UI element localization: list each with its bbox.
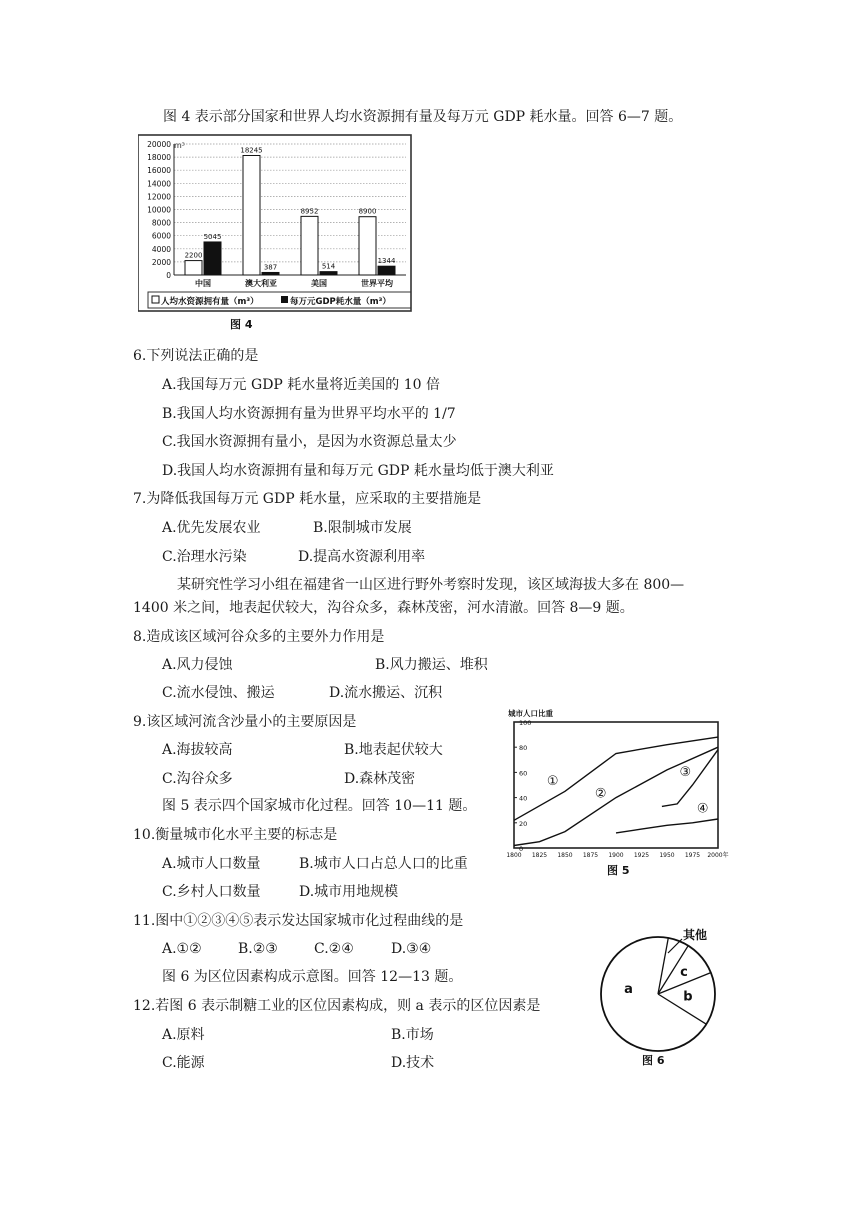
figure-4-bar-water xyxy=(301,216,318,275)
q6-option-b: B.我国人均水资源拥有量为世界平均水平的 1/7 xyxy=(162,406,456,422)
q7-stem: 7.为降低我国每万元 GDP 耗水量，应采取的主要措施是 xyxy=(133,491,482,507)
figure-4-category-label: 澳大利亚 xyxy=(245,279,277,288)
q10-option-d: D.城市用地规模 xyxy=(299,884,399,900)
q11-stem: 11.图中①②③④⑤表示发达国家城市化过程曲线的是 xyxy=(133,913,464,929)
figure-6-label-c: c xyxy=(680,965,688,981)
figure-5-curve-4 xyxy=(616,819,718,833)
figure-5-ylabel: 城市人口比重 xyxy=(508,709,553,718)
figure-4-ytick: 16000 xyxy=(147,166,171,176)
figure-4-ytick: 0 xyxy=(166,271,171,280)
q10-option-a: A.城市人口数量 xyxy=(162,856,261,872)
q6-option-a: A.我国每万元 GDP 耗水量将近美国的 10 倍 xyxy=(162,377,441,393)
figure-5-ytick: 60 xyxy=(519,769,528,778)
figure-4-ytick: 10000 xyxy=(147,205,171,215)
figure-6-label-b: b xyxy=(683,989,693,1005)
figure-4 xyxy=(138,132,423,337)
figure-4-bar-water xyxy=(185,261,202,275)
figure-4-ytick: 8000 xyxy=(151,218,171,228)
q8-option-c: C.流水侵蚀、搬运 xyxy=(162,685,275,701)
figure-4-value-gdp: 387 xyxy=(263,263,278,272)
q8-stem: 8.造成该区域河谷众多的主要外力作用是 xyxy=(133,629,385,645)
figure-4-bar-gdp xyxy=(262,272,279,275)
figure-4-chart xyxy=(138,132,423,337)
figure-6-label-a: a xyxy=(624,981,633,997)
figure-5-xtick: 2000年 xyxy=(707,852,729,859)
figure-4-ytick: 4000 xyxy=(151,244,171,254)
q12-option-b: B.市场 xyxy=(391,1027,434,1043)
figure-4-bar-gdp xyxy=(320,272,337,275)
q9-option-b: B.地表起伏较大 xyxy=(344,742,443,758)
figure-5-caption: 图 5 xyxy=(607,864,630,877)
figure-4-value-water: 18245 xyxy=(240,146,263,155)
q7-option-d: D.提高水资源利用率 xyxy=(298,549,426,565)
intro-fig6: 图 6 为区位因素构成示意图。回答 12—13 题。 xyxy=(162,969,463,985)
figure-5-xtick: 1800 xyxy=(506,852,522,859)
legend-swatch-gdp xyxy=(281,296,288,303)
q12-option-a: A.原料 xyxy=(162,1027,205,1043)
q12-stem: 12.若图 6 表示制糖工业的区位因素构成，则 a 表示的区位因素是 xyxy=(133,998,541,1014)
q7-option-a: A.优先发展农业 xyxy=(162,520,261,536)
q8-option-a: A.风力侵蚀 xyxy=(162,657,233,673)
figure-4-value-gdp: 514 xyxy=(321,262,336,271)
figure-5-xtick: 1875 xyxy=(582,852,599,859)
figure-4-value-water: 8952 xyxy=(300,207,319,216)
figure-5 xyxy=(500,704,745,882)
q8-option-d: D.流水搬运、沉积 xyxy=(329,685,443,701)
figure-5-ytick: 40 xyxy=(519,794,528,803)
passage-8-9-line2: 1400 米之间，地表起伏较大，沟谷众多，森林茂密，河水清澈。回答 8—9 题。 xyxy=(133,600,634,616)
figure-4-caption: 图 4 xyxy=(230,318,253,331)
figure-6 xyxy=(600,922,735,1072)
q6-option-d: D.我国人均水资源拥有量和每万元 GDP 耗水量均低于澳大利亚 xyxy=(162,463,554,479)
q8-option-b: B.风力搬运、堆积 xyxy=(375,657,488,673)
figure-5-curve-label: ① xyxy=(546,774,559,789)
figure-4-value-water: 2200 xyxy=(184,251,203,260)
q11-option-d: D.③④ xyxy=(391,941,432,957)
figure-6-label-other: 其他 xyxy=(683,928,708,942)
q10-stem: 10.衡量城市化水平主要的标志是 xyxy=(133,827,338,843)
figure-5-xtick: 1950 xyxy=(659,852,675,859)
figure-4-category-label: 中国 xyxy=(195,279,211,288)
q11-option-c: C.②④ xyxy=(314,941,354,957)
intro-fig4: 图 4 表示部分国家和世界人均水资源拥有量及每万元 GDP 耗水量。回答 6—7 题。 xyxy=(163,109,683,125)
figure-4-category-label: 美国 xyxy=(311,279,327,288)
legend-label-gdp: 每万元GDP耗水量（m³） xyxy=(290,297,391,307)
figure-5-curve-label: ② xyxy=(594,786,607,802)
figure-4-ytick: 18000 xyxy=(147,153,171,163)
q12-option-c: C.能源 xyxy=(162,1055,205,1071)
passage-8-9-line1: 某研究性学习小组在福建省一山区进行野外考察时发现，该区域海拔大多在 800— xyxy=(177,577,685,593)
figure-4-bar-water xyxy=(359,217,376,275)
q11-option-b: B.②③ xyxy=(238,941,278,957)
figure-4-value-water: 8900 xyxy=(358,207,377,216)
figure-4-ytick: 6000 xyxy=(151,231,171,241)
figure-5-xtick: 1925 xyxy=(633,852,650,859)
q9-option-c: C.沟谷众多 xyxy=(162,771,233,787)
q6-stem: 6.下列说法正确的是 xyxy=(133,348,259,364)
figure-4-category-label: 世界平均 xyxy=(361,279,393,288)
figure-5-curve-2 xyxy=(514,747,718,845)
figure-5-xtick: 1900 xyxy=(608,852,624,859)
figure-4-ytick: 2000 xyxy=(151,257,171,267)
figure-5-curve-label: ④ xyxy=(696,801,709,817)
figure-4-bar-gdp xyxy=(204,242,221,275)
figure-4-unit: m³ xyxy=(174,141,185,150)
figure-5-xtick: 1975 xyxy=(684,852,701,859)
figure-4-value-gdp: 5045 xyxy=(203,232,222,241)
q7-option-c: C.治理水污染 xyxy=(162,549,247,565)
q7-option-b: B.限制城市发展 xyxy=(313,520,412,536)
q6-option-c: C.我国水资源拥有量小，是因为水资源总量太少 xyxy=(162,434,457,450)
q10-option-b: B.城市人口占总人口的比重 xyxy=(299,856,468,872)
figure-5-xtick: 1850 xyxy=(557,852,573,859)
q9-option-a: A.海拔较高 xyxy=(162,742,233,758)
q9-stem: 9.该区域河流含沙量小的主要原因是 xyxy=(133,714,357,730)
figure-5-xtick: 1825 xyxy=(531,852,548,859)
figure-5-frame xyxy=(514,722,718,848)
figure-5-ytick: 0 xyxy=(519,845,524,853)
figure-4-ytick: 12000 xyxy=(147,192,171,202)
figure-6-caption: 图 6 xyxy=(642,1054,665,1067)
legend-label-water: 人均水资源拥有量（m³） xyxy=(161,297,259,307)
legend-swatch-water xyxy=(152,296,159,303)
intro-fig5: 图 5 表示四个国家城市化过程。回答 10—11 题。 xyxy=(162,798,477,814)
q10-option-c: C.乡村人口数量 xyxy=(162,884,261,900)
figure-5-curve-label: ③ xyxy=(679,765,692,781)
figure-5-ytick: 100 xyxy=(519,719,532,727)
figure-5-ytick: 80 xyxy=(519,744,528,753)
figure-4-bar-gdp xyxy=(378,266,395,275)
q11-option-a: A.①② xyxy=(162,941,202,957)
figure-4-ytick: 20000 xyxy=(147,140,171,149)
figure-5-ytick: 20 xyxy=(519,819,528,828)
figure-5-chart xyxy=(500,704,745,882)
q12-option-d: D.技术 xyxy=(391,1055,435,1071)
figure-4-bar-water xyxy=(243,155,260,275)
figure-4-ytick: 14000 xyxy=(147,179,171,189)
figure-4-value-gdp: 1344 xyxy=(377,257,396,266)
q9-option-d: D.森林茂密 xyxy=(344,771,416,787)
figure-6-chart xyxy=(600,922,735,1072)
